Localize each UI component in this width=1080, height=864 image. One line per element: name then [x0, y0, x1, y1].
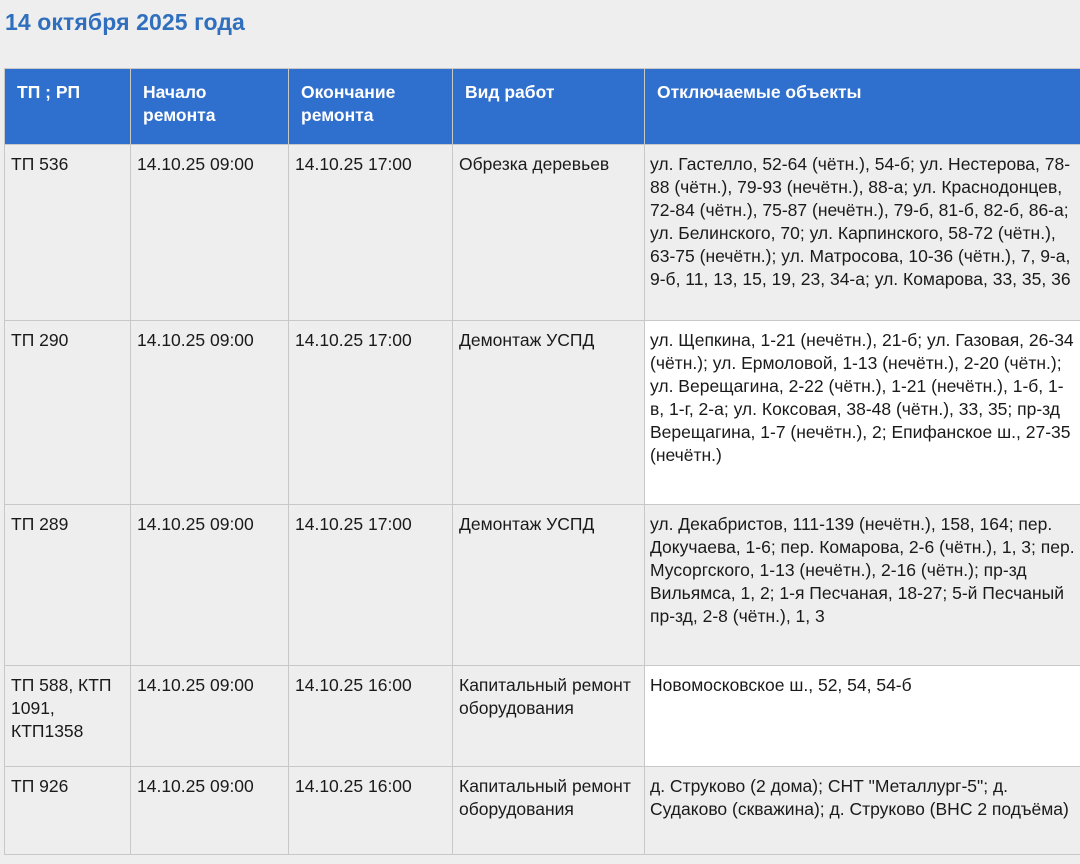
- cell-objects: д. Струково (2 дома); СНТ "Металлург-5"; д. Судаково (скважина); д. Струково (ВНС 2 подъёма): [645, 767, 1080, 855]
- table-row: [5, 145, 1080, 321]
- cell-start: 14.10.25 09:00: [131, 321, 289, 505]
- header-tp: ТП ; РП: [5, 69, 131, 145]
- cell-end: 14.10.25 17:00: [289, 145, 453, 321]
- cell-objects: ул. Гастелло, 52-64 (чётн.), 54-б; ул. Нестерова, 78-88 (чётн.), 79-93 (нечётн.), 88-а; ул. Краснодонцев, 72-84 (чётн.), 75-87 (нечётн.), 79-б, 81-б, 82-б, 86-а; ул. Белинского, 70; ул. Карпинского, 58-72 (чётн.), 63-75 (нечётн.); ул. Матросова, 10-36 (чётн.), 7, 9-а, 9-б, 11, 13, 15, 19, 23, 34-а; ул. Комарова, 33, 35, 36: [645, 145, 1080, 321]
- cell-objects: ул. Декабристов, 111-139 (нечётн.), 158, 164; пер. Докучаева, 1-6; пер. Комарова, 2-6 (чётн.), 1, 3; пер. Мусоргского, 1-13 (нечётн.), 2-16 (чётн.); пр-зд Вильямса, 1, 2; 1-я Песчаная, 18-27; 5-й Песчаный пр-зд, 2-8 (чётн.), 1, 3: [645, 505, 1080, 666]
- table-header-row: [5, 69, 1080, 145]
- cell-kind: Капитальный ремонт оборудования: [453, 666, 645, 767]
- header-start: Начало ремонта: [131, 69, 289, 145]
- cell-start: 14.10.25 09:00: [131, 767, 289, 855]
- cell-objects: Новомосковское ш., 52, 54, 54-б: [645, 666, 1080, 767]
- cell-end: 14.10.25 17:00: [289, 505, 453, 666]
- cell-end: 14.10.25 16:00: [289, 666, 453, 767]
- cell-tp: ТП 290: [5, 321, 131, 505]
- cell-start: 14.10.25 09:00: [131, 505, 289, 666]
- table-row: [5, 767, 1080, 855]
- cell-kind: Капитальный ремонт оборудования: [453, 767, 645, 855]
- cell-start: 14.10.25 09:00: [131, 666, 289, 767]
- cell-tp: ТП 536: [5, 145, 131, 321]
- header-objects: Отключаемые объекты: [645, 69, 1080, 145]
- cell-tp: ТП 926: [5, 767, 131, 855]
- cell-objects: ул. Щепкина, 1-21 (нечётн.), 21-б; ул. Газовая, 26-34 (чётн.); ул. Ермоловой, 1-13 (нечётн.), 2-20 (чётн.); ул. Верещагина, 2-22 (чётн.), 1-21 (нечётн.), 1-б, 1-в, 1-г, 2-а; ул. Коксовая, 38-48 (чётн.), 33, 35; пр-зд Верещагина, 1-7 (нечётн.), 2; Епифанское ш., 27-35 (нечётн.): [645, 321, 1080, 505]
- cell-tp: ТП 289: [5, 505, 131, 666]
- table-row: [5, 505, 1080, 666]
- cell-end: 14.10.25 17:00: [289, 321, 453, 505]
- table-row: [5, 666, 1080, 767]
- page-title: 14 октября 2025 года: [5, 9, 245, 35]
- cell-kind: Демонтаж УСПД: [453, 321, 645, 505]
- cell-start: 14.10.25 09:00: [131, 145, 289, 321]
- cell-kind: Демонтаж УСПД: [453, 505, 645, 666]
- header-kind: Вид работ: [453, 69, 645, 145]
- outage-table: [4, 68, 1080, 855]
- cell-kind: Обрезка деревьев: [453, 145, 645, 321]
- cell-end: 14.10.25 16:00: [289, 767, 453, 855]
- header-end: Окончание ремонта: [289, 69, 453, 145]
- cell-tp: ТП 588, КТП 1091, КТП1358: [5, 666, 131, 767]
- table-row: [5, 321, 1080, 505]
